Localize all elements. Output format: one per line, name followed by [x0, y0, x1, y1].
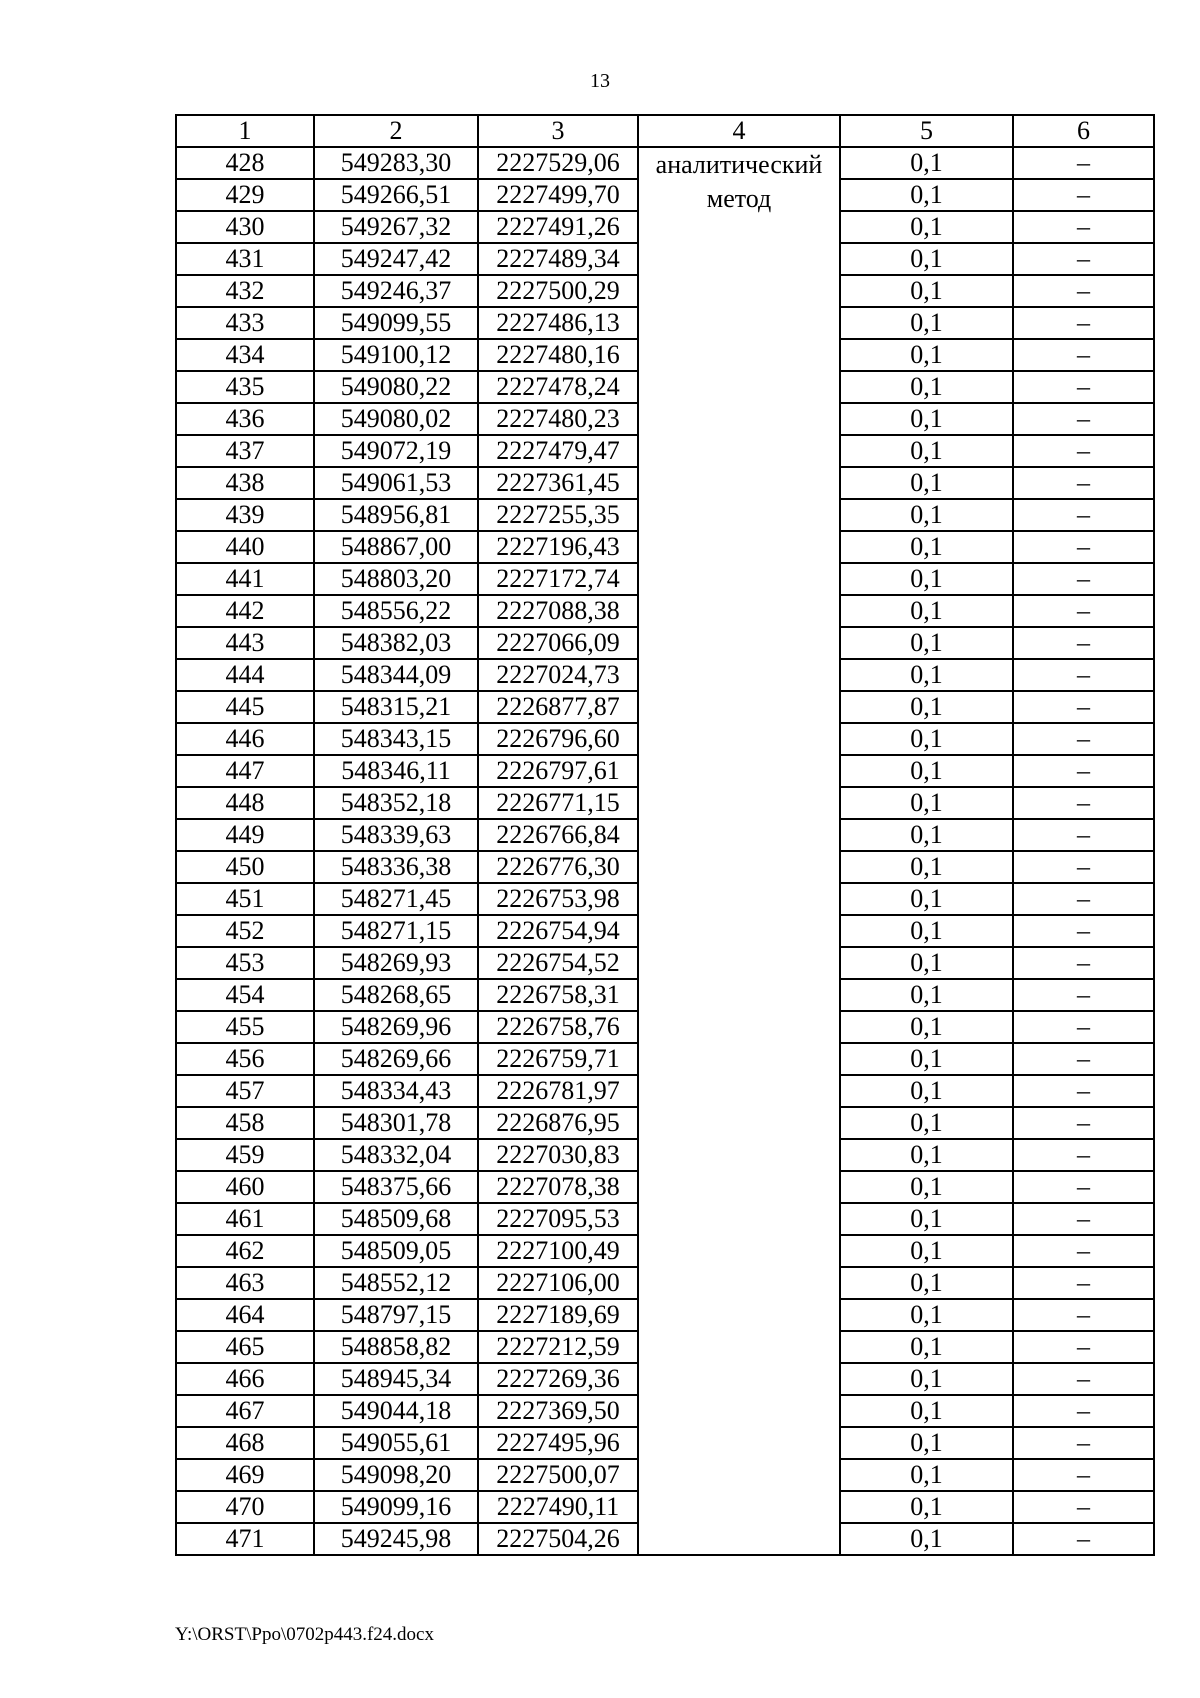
y-coordinate-cell: 2227490,11	[478, 1491, 638, 1523]
note-cell: –	[1013, 947, 1154, 979]
accuracy-cell: 0,1	[840, 627, 1013, 659]
point-number-cell: 449	[176, 819, 314, 851]
y-coordinate-cell: 2226758,31	[478, 979, 638, 1011]
point-number-cell: 444	[176, 659, 314, 691]
accuracy-cell: 0,1	[840, 1331, 1013, 1363]
accuracy-cell: 0,1	[840, 1363, 1013, 1395]
point-number-cell: 463	[176, 1267, 314, 1299]
point-number-cell: 465	[176, 1331, 314, 1363]
accuracy-cell: 0,1	[840, 691, 1013, 723]
x-coordinate-cell: 549266,51	[314, 179, 478, 211]
point-number-cell: 435	[176, 371, 314, 403]
point-number-cell: 443	[176, 627, 314, 659]
header-cell: 3	[478, 115, 638, 147]
point-number-cell: 438	[176, 467, 314, 499]
point-number-cell: 470	[176, 1491, 314, 1523]
x-coordinate-cell: 548352,18	[314, 787, 478, 819]
y-coordinate-cell: 2227212,59	[478, 1331, 638, 1363]
table-body	[176, 147, 1154, 1555]
accuracy-cell: 0,1	[840, 243, 1013, 275]
note-cell: –	[1013, 1459, 1154, 1491]
note-cell: –	[1013, 691, 1154, 723]
note-cell: –	[1013, 883, 1154, 915]
point-number-cell: 429	[176, 179, 314, 211]
y-coordinate-cell: 2227369,50	[478, 1395, 638, 1427]
point-number-cell: 437	[176, 435, 314, 467]
accuracy-cell: 0,1	[840, 1459, 1013, 1491]
accuracy-cell: 0,1	[840, 915, 1013, 947]
x-coordinate-cell: 548271,45	[314, 883, 478, 915]
x-coordinate-cell: 549099,55	[314, 307, 478, 339]
note-cell: –	[1013, 1043, 1154, 1075]
accuracy-cell: 0,1	[840, 339, 1013, 371]
y-coordinate-cell: 2226754,94	[478, 915, 638, 947]
note-cell: –	[1013, 467, 1154, 499]
accuracy-cell: 0,1	[840, 307, 1013, 339]
x-coordinate-cell: 548382,03	[314, 627, 478, 659]
x-coordinate-cell: 549283,30	[314, 147, 478, 179]
point-number-cell: 464	[176, 1299, 314, 1331]
point-number-cell: 442	[176, 595, 314, 627]
point-number-cell: 453	[176, 947, 314, 979]
x-coordinate-cell: 548956,81	[314, 499, 478, 531]
table-row	[176, 147, 1154, 179]
accuracy-cell: 0,1	[840, 979, 1013, 1011]
note-cell: –	[1013, 1363, 1154, 1395]
x-coordinate-cell: 549061,53	[314, 467, 478, 499]
header-cell: 6	[1013, 115, 1154, 147]
accuracy-cell: 0,1	[840, 1267, 1013, 1299]
point-number-cell: 430	[176, 211, 314, 243]
x-coordinate-cell: 549099,16	[314, 1491, 478, 1523]
coordinates-table	[175, 114, 1155, 1556]
note-cell: –	[1013, 499, 1154, 531]
x-coordinate-cell: 548269,93	[314, 947, 478, 979]
x-coordinate-cell: 548797,15	[314, 1299, 478, 1331]
accuracy-cell: 0,1	[840, 1427, 1013, 1459]
point-number-cell: 460	[176, 1171, 314, 1203]
y-coordinate-cell: 2227106,00	[478, 1267, 638, 1299]
y-coordinate-cell: 2226754,52	[478, 947, 638, 979]
accuracy-cell: 0,1	[840, 819, 1013, 851]
accuracy-cell: 0,1	[840, 1299, 1013, 1331]
y-coordinate-cell: 2227489,34	[478, 243, 638, 275]
y-coordinate-cell: 2226877,87	[478, 691, 638, 723]
x-coordinate-cell: 548339,63	[314, 819, 478, 851]
page-number: 13	[590, 70, 610, 92]
accuracy-cell: 0,1	[840, 211, 1013, 243]
point-number-cell: 454	[176, 979, 314, 1011]
accuracy-cell: 0,1	[840, 1107, 1013, 1139]
point-number-cell: 448	[176, 787, 314, 819]
x-coordinate-cell: 549044,18	[314, 1395, 478, 1427]
y-coordinate-cell: 2227478,24	[478, 371, 638, 403]
accuracy-cell: 0,1	[840, 1235, 1013, 1267]
note-cell: –	[1013, 371, 1154, 403]
x-coordinate-cell: 549100,12	[314, 339, 478, 371]
note-cell: –	[1013, 1139, 1154, 1171]
point-number-cell: 452	[176, 915, 314, 947]
point-number-cell: 436	[176, 403, 314, 435]
y-coordinate-cell: 2226781,97	[478, 1075, 638, 1107]
accuracy-cell: 0,1	[840, 371, 1013, 403]
accuracy-cell: 0,1	[840, 531, 1013, 563]
note-cell: –	[1013, 1267, 1154, 1299]
x-coordinate-cell: 548269,66	[314, 1043, 478, 1075]
x-coordinate-cell: 548552,12	[314, 1267, 478, 1299]
accuracy-cell: 0,1	[840, 435, 1013, 467]
method-label-line2: метод	[706, 184, 772, 213]
x-coordinate-cell: 548332,04	[314, 1139, 478, 1171]
y-coordinate-cell: 2227480,23	[478, 403, 638, 435]
x-coordinate-cell: 548336,38	[314, 851, 478, 883]
x-coordinate-cell: 549080,02	[314, 403, 478, 435]
header-cell: 1	[176, 115, 314, 147]
note-cell: –	[1013, 915, 1154, 947]
y-coordinate-cell: 2227486,13	[478, 307, 638, 339]
x-coordinate-cell: 548344,09	[314, 659, 478, 691]
note-cell: –	[1013, 1107, 1154, 1139]
x-coordinate-cell: 548509,68	[314, 1203, 478, 1235]
method-cell	[638, 147, 840, 1555]
y-coordinate-cell: 2226759,71	[478, 1043, 638, 1075]
table-header-row	[176, 115, 1154, 147]
point-number-cell: 456	[176, 1043, 314, 1075]
accuracy-cell: 0,1	[840, 1171, 1013, 1203]
point-number-cell: 471	[176, 1523, 314, 1555]
y-coordinate-cell: 2227066,09	[478, 627, 638, 659]
x-coordinate-cell: 548945,34	[314, 1363, 478, 1395]
accuracy-cell: 0,1	[840, 1139, 1013, 1171]
y-coordinate-cell: 2227504,26	[478, 1523, 638, 1555]
point-number-cell: 434	[176, 339, 314, 371]
note-cell: –	[1013, 275, 1154, 307]
x-coordinate-cell: 549080,22	[314, 371, 478, 403]
note-cell: –	[1013, 147, 1154, 179]
point-number-cell: 455	[176, 1011, 314, 1043]
y-coordinate-cell: 2227196,43	[478, 531, 638, 563]
y-coordinate-cell: 2227529,06	[478, 147, 638, 179]
x-coordinate-cell: 548343,15	[314, 723, 478, 755]
point-number-cell: 468	[176, 1427, 314, 1459]
accuracy-cell: 0,1	[840, 1491, 1013, 1523]
y-coordinate-cell: 2226766,84	[478, 819, 638, 851]
point-number-cell: 466	[176, 1363, 314, 1395]
accuracy-cell: 0,1	[840, 883, 1013, 915]
note-cell: –	[1013, 1523, 1154, 1555]
note-cell: –	[1013, 1299, 1154, 1331]
note-cell: –	[1013, 243, 1154, 275]
note-cell: –	[1013, 1491, 1154, 1523]
y-coordinate-cell: 2226753,98	[478, 883, 638, 915]
point-number-cell: 459	[176, 1139, 314, 1171]
accuracy-cell: 0,1	[840, 1203, 1013, 1235]
accuracy-cell: 0,1	[840, 275, 1013, 307]
note-cell: –	[1013, 563, 1154, 595]
point-number-cell: 445	[176, 691, 314, 723]
x-coordinate-cell: 548803,20	[314, 563, 478, 595]
accuracy-cell: 0,1	[840, 659, 1013, 691]
accuracy-cell: 0,1	[840, 563, 1013, 595]
y-coordinate-cell: 2226758,76	[478, 1011, 638, 1043]
point-number-cell: 469	[176, 1459, 314, 1491]
point-number-cell: 461	[176, 1203, 314, 1235]
y-coordinate-cell: 2227500,29	[478, 275, 638, 307]
y-coordinate-cell: 2227030,83	[478, 1139, 638, 1171]
note-cell: –	[1013, 1427, 1154, 1459]
note-cell: –	[1013, 1395, 1154, 1427]
x-coordinate-cell: 548268,65	[314, 979, 478, 1011]
note-cell: –	[1013, 1203, 1154, 1235]
note-cell: –	[1013, 435, 1154, 467]
accuracy-cell: 0,1	[840, 851, 1013, 883]
accuracy-cell: 0,1	[840, 1523, 1013, 1555]
note-cell: –	[1013, 1075, 1154, 1107]
x-coordinate-cell: 548346,11	[314, 755, 478, 787]
point-number-cell: 432	[176, 275, 314, 307]
y-coordinate-cell: 2227269,36	[478, 1363, 638, 1395]
point-number-cell: 457	[176, 1075, 314, 1107]
point-number-cell: 462	[176, 1235, 314, 1267]
note-cell: –	[1013, 979, 1154, 1011]
y-coordinate-cell: 2227024,73	[478, 659, 638, 691]
y-coordinate-cell: 2227491,26	[478, 211, 638, 243]
accuracy-cell: 0,1	[840, 787, 1013, 819]
x-coordinate-cell: 549055,61	[314, 1427, 478, 1459]
note-cell: –	[1013, 627, 1154, 659]
accuracy-cell: 0,1	[840, 499, 1013, 531]
x-coordinate-cell: 548556,22	[314, 595, 478, 627]
accuracy-cell: 0,1	[840, 1043, 1013, 1075]
accuracy-cell: 0,1	[840, 947, 1013, 979]
note-cell: –	[1013, 851, 1154, 883]
note-cell: –	[1013, 403, 1154, 435]
x-coordinate-cell: 549247,42	[314, 243, 478, 275]
note-cell: –	[1013, 1171, 1154, 1203]
note-cell: –	[1013, 1235, 1154, 1267]
point-number-cell: 431	[176, 243, 314, 275]
point-number-cell: 458	[176, 1107, 314, 1139]
y-coordinate-cell: 2227499,70	[478, 179, 638, 211]
y-coordinate-cell: 2227500,07	[478, 1459, 638, 1491]
accuracy-cell: 0,1	[840, 403, 1013, 435]
y-coordinate-cell: 2227495,96	[478, 1427, 638, 1459]
accuracy-cell: 0,1	[840, 1011, 1013, 1043]
x-coordinate-cell: 548375,66	[314, 1171, 478, 1203]
point-number-cell: 451	[176, 883, 314, 915]
accuracy-cell: 0,1	[840, 147, 1013, 179]
y-coordinate-cell: 2227172,74	[478, 563, 638, 595]
accuracy-cell: 0,1	[840, 755, 1013, 787]
x-coordinate-cell: 549072,19	[314, 435, 478, 467]
y-coordinate-cell: 2226771,15	[478, 787, 638, 819]
note-cell: –	[1013, 595, 1154, 627]
note-cell: –	[1013, 659, 1154, 691]
accuracy-cell: 0,1	[840, 1075, 1013, 1107]
y-coordinate-cell: 2227479,47	[478, 435, 638, 467]
point-number-cell: 433	[176, 307, 314, 339]
note-cell: –	[1013, 307, 1154, 339]
y-coordinate-cell: 2227100,49	[478, 1235, 638, 1267]
x-coordinate-cell: 548269,96	[314, 1011, 478, 1043]
x-coordinate-cell: 548301,78	[314, 1107, 478, 1139]
method-label-line1: аналитический	[655, 150, 823, 179]
y-coordinate-cell: 2226876,95	[478, 1107, 638, 1139]
y-coordinate-cell: 2227480,16	[478, 339, 638, 371]
note-cell: –	[1013, 819, 1154, 851]
x-coordinate-cell: 548867,00	[314, 531, 478, 563]
point-number-cell: 467	[176, 1395, 314, 1427]
x-coordinate-cell: 548509,05	[314, 1235, 478, 1267]
note-cell: –	[1013, 787, 1154, 819]
y-coordinate-cell: 2226796,60	[478, 723, 638, 755]
x-coordinate-cell: 549245,98	[314, 1523, 478, 1555]
y-coordinate-cell: 2227255,35	[478, 499, 638, 531]
note-cell: –	[1013, 211, 1154, 243]
point-number-cell: 450	[176, 851, 314, 883]
x-coordinate-cell: 548334,43	[314, 1075, 478, 1107]
x-coordinate-cell: 549098,20	[314, 1459, 478, 1491]
y-coordinate-cell: 2227088,38	[478, 595, 638, 627]
accuracy-cell: 0,1	[840, 1395, 1013, 1427]
accuracy-cell: 0,1	[840, 595, 1013, 627]
header-cell: 2	[314, 115, 478, 147]
point-number-cell: 440	[176, 531, 314, 563]
point-number-cell: 447	[176, 755, 314, 787]
accuracy-cell: 0,1	[840, 179, 1013, 211]
y-coordinate-cell: 2227095,53	[478, 1203, 638, 1235]
note-cell: –	[1013, 179, 1154, 211]
point-number-cell: 439	[176, 499, 314, 531]
x-coordinate-cell: 549246,37	[314, 275, 478, 307]
point-number-cell: 446	[176, 723, 314, 755]
accuracy-cell: 0,1	[840, 467, 1013, 499]
y-coordinate-cell: 2227361,45	[478, 467, 638, 499]
y-coordinate-cell: 2227078,38	[478, 1171, 638, 1203]
header-cell: 4	[638, 115, 840, 147]
note-cell: –	[1013, 531, 1154, 563]
header-cell: 5	[840, 115, 1013, 147]
accuracy-cell: 0,1	[840, 723, 1013, 755]
x-coordinate-cell: 548315,21	[314, 691, 478, 723]
x-coordinate-cell: 548858,82	[314, 1331, 478, 1363]
point-number-cell: 428	[176, 147, 314, 179]
note-cell: –	[1013, 339, 1154, 371]
x-coordinate-cell: 548271,15	[314, 915, 478, 947]
y-coordinate-cell: 2226797,61	[478, 755, 638, 787]
note-cell: –	[1013, 1331, 1154, 1363]
y-coordinate-cell: 2226776,30	[478, 851, 638, 883]
note-cell: –	[1013, 723, 1154, 755]
note-cell: –	[1013, 1011, 1154, 1043]
x-coordinate-cell: 549267,32	[314, 211, 478, 243]
point-number-cell: 441	[176, 563, 314, 595]
footer-file-path: Y:\ORST\Ppo\0702p443.f24.docx	[175, 1624, 434, 1645]
y-coordinate-cell: 2227189,69	[478, 1299, 638, 1331]
note-cell: –	[1013, 755, 1154, 787]
